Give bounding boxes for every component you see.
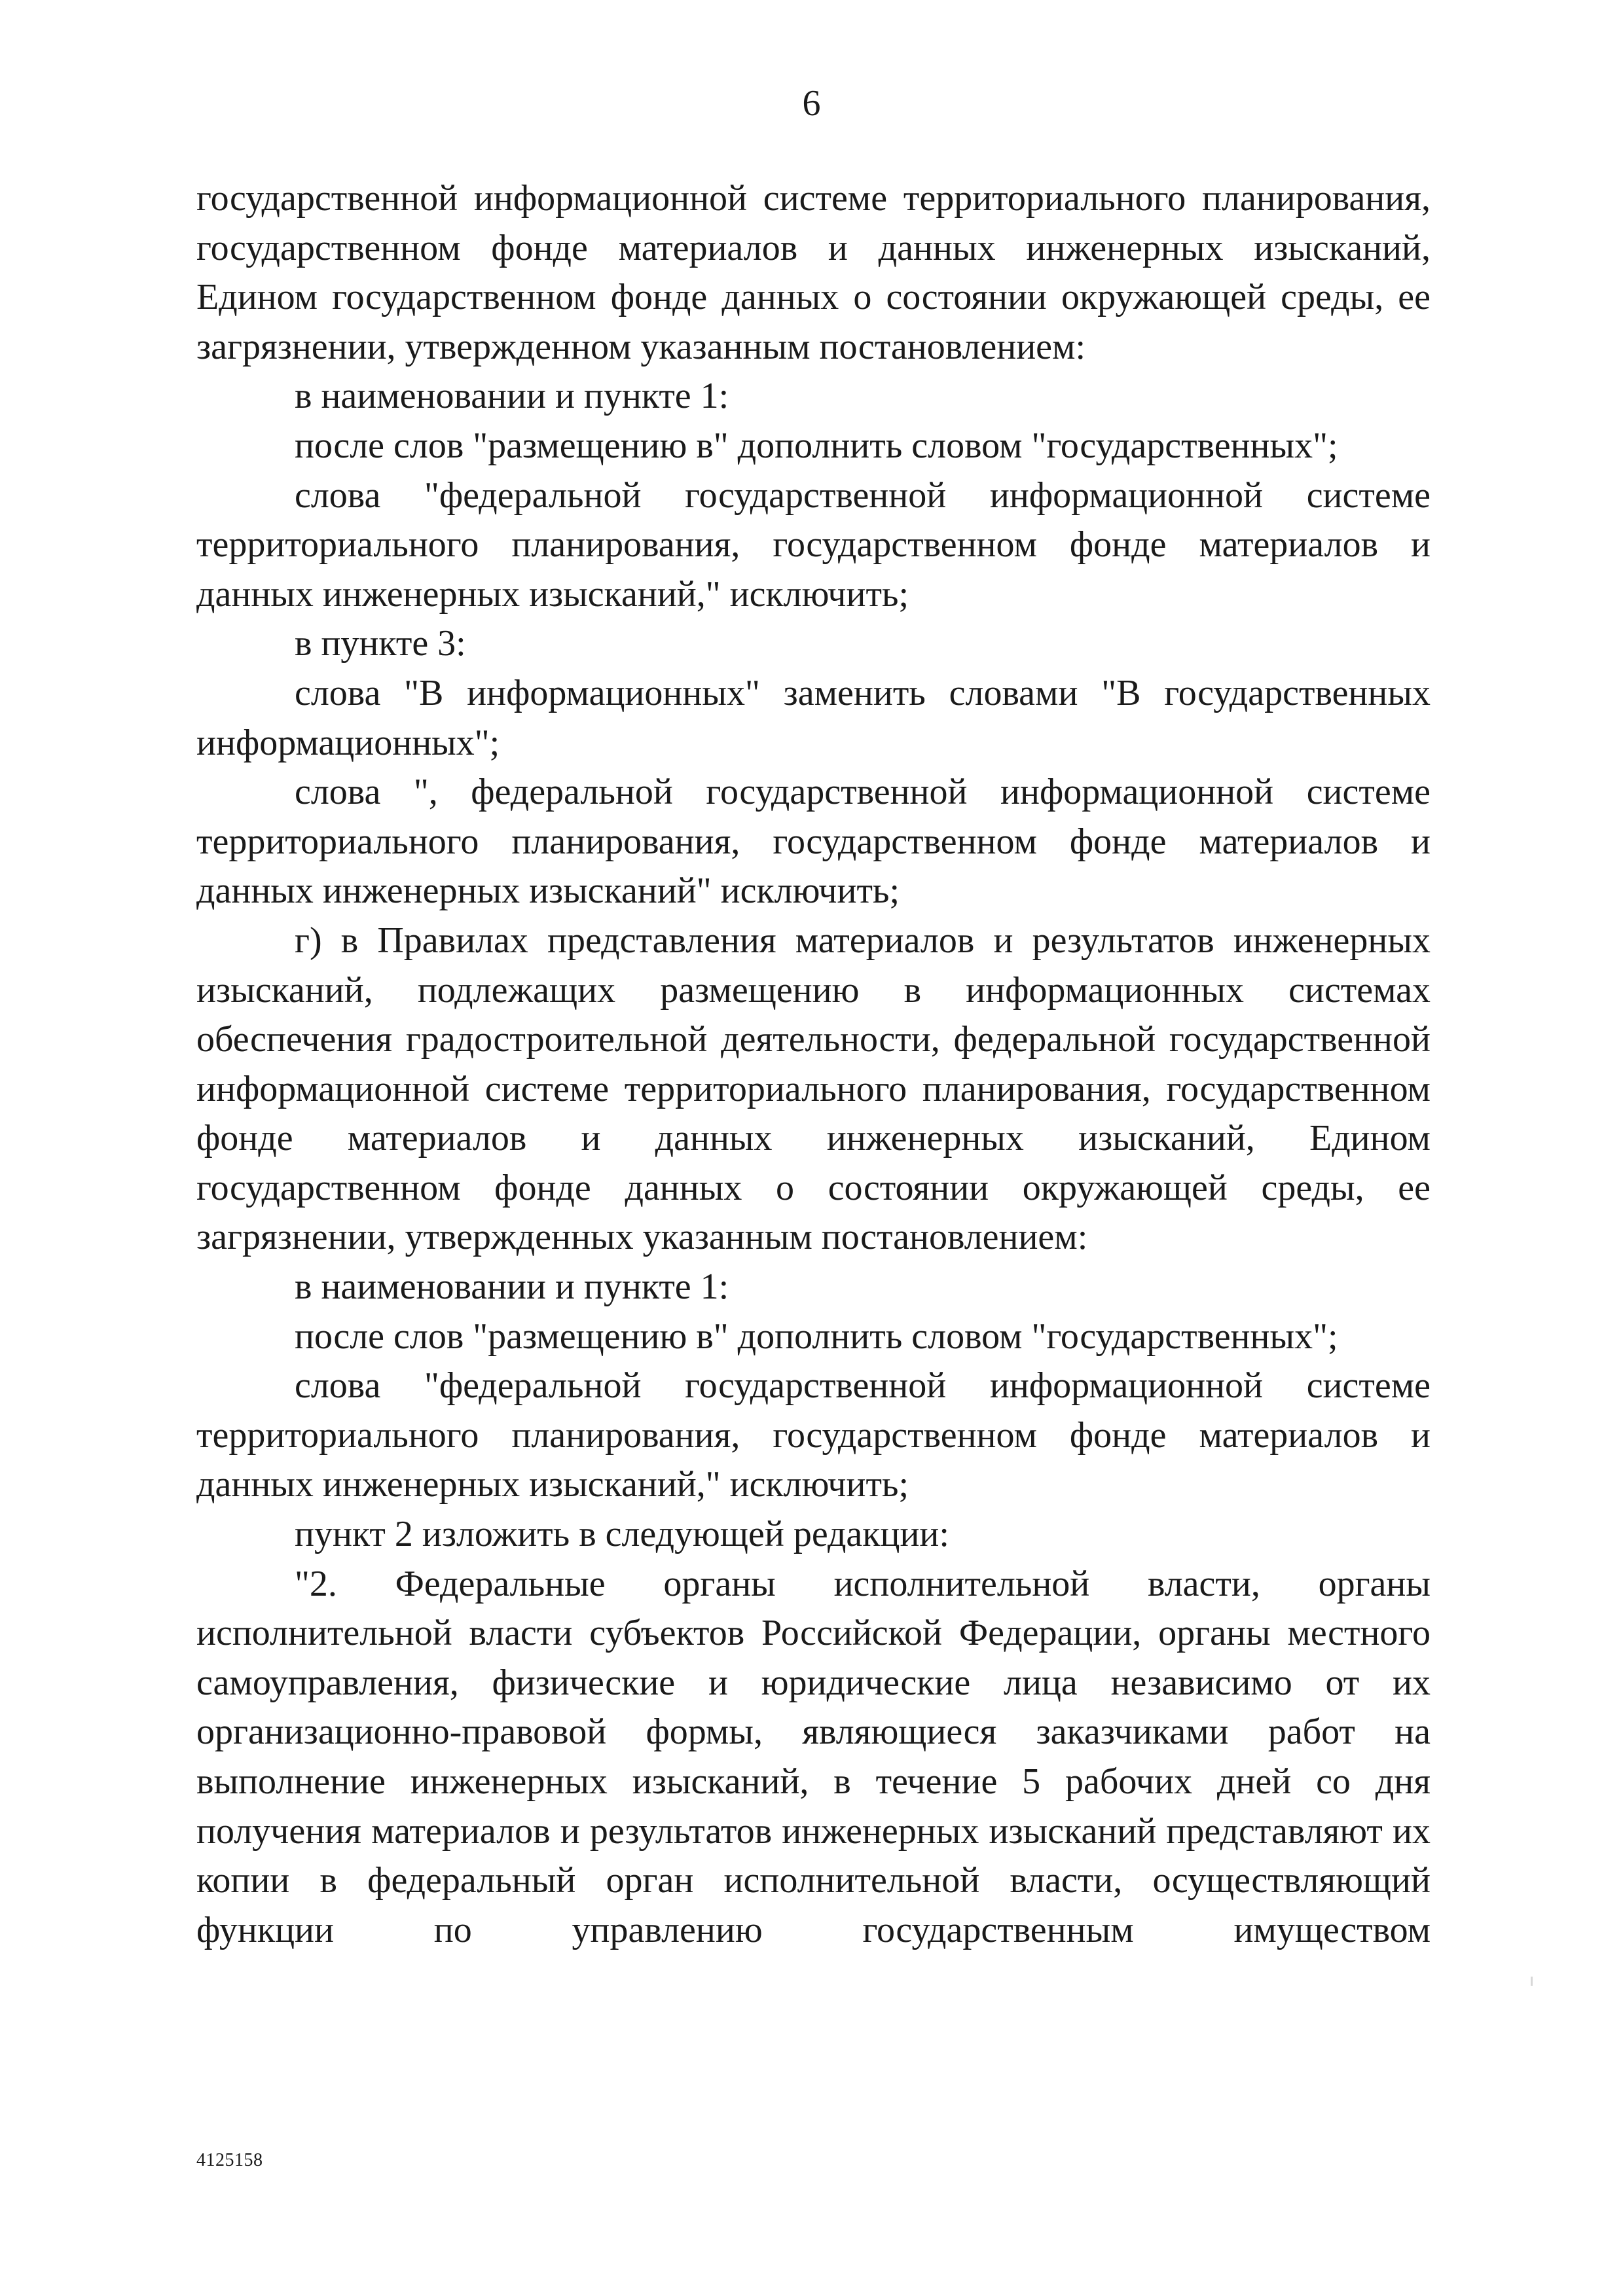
paragraph: слова "федеральной государственной информационной системе территориального планирования, государственном фонде материалов и данных инженерных изысканий," исключить;: [196, 475, 1431, 615]
paragraph: слова "В информационных" заменить словами "В государственных информационных";: [196, 672, 1431, 763]
paragraph: после слов "размещению в" дополнить словом "государственных";: [295, 1316, 1338, 1357]
page-number: 6: [802, 83, 821, 124]
scan-mark: [1531, 1977, 1533, 1986]
document-body: [196, 174, 1431, 1955]
paragraph: государственной информационной системе территориального планирования, государственном фонде материалов и данных инженерных изысканий, Едином государственном фонде данных о состоянии окружающей среды, ее загрязнении, утвержденном указанным постановлением:: [196, 178, 1431, 367]
paragraph: слова ", федеральной государственной информационной системе территориального планирования, государственном фонде материалов и данных инженерных изысканий" исключить;: [196, 772, 1431, 912]
paragraph: в наименовании и пункте 1:: [295, 1266, 729, 1308]
paragraph: в наименовании и пункте 1:: [295, 376, 729, 417]
paragraph: после слов "размещению в" дополнить словом "государственных";: [295, 425, 1338, 466]
paragraph: "2. Федеральные органы исполнительной власти, органы исполнительной власти субъектов Российской Федерации, органы местного самоуправления, физические и юридические лица независимо от их организационно-правовой формы, являющиеся заказчиками работ на выполнение инженерных изысканий, в течение 5 рабочих дней со дня получения материалов и результатов инженерных изысканий представляют их копии в федеральный орган исполнительной власти, осуществляющий функции по управлению государственным имуществом: [196, 1563, 1431, 1950]
paragraph: в пункте 3:: [295, 623, 466, 664]
document-id: 4125158: [196, 2150, 263, 2170]
paragraph: г) в Правилах представления материалов и результатов инженерных изысканий, подлежащих размещению в информационных системах обеспечения градостроительной деятельности, федеральной государственной информационной системе территориального планирования, государственном фонде материалов и данных инженерных изысканий, Едином государственном фонде данных о состоянии окружающей среды, ее загрязнении, утвержденных указанным постановлением:: [196, 920, 1431, 1258]
paragraph: слова "федеральной государственной информационной системе территориального планирования, государственном фонде материалов и данных инженерных изысканий," исключить;: [196, 1365, 1431, 1505]
paragraph: пункт 2 изложить в следующей редакции:: [295, 1514, 949, 1555]
